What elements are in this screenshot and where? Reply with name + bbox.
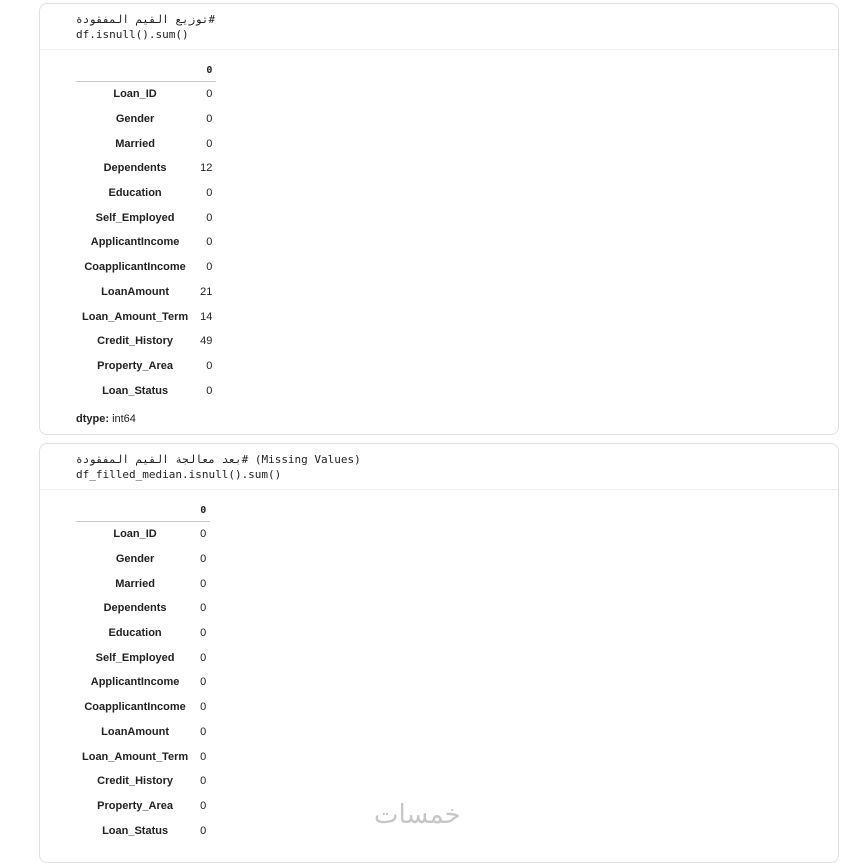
table-body <box>76 522 210 843</box>
table-row <box>76 181 216 206</box>
table-row <box>76 744 210 769</box>
code-statement-line: df_filled_median.isnull().sum() <box>76 468 282 481</box>
row-value: 14 <box>200 310 213 323</box>
table-row <box>76 205 216 230</box>
row-label: CoapplicantIncome <box>84 261 186 274</box>
dtype-label: dtype: <box>76 412 109 425</box>
row-value: 0 <box>206 359 213 372</box>
table-row <box>76 522 210 547</box>
table-row <box>76 329 216 354</box>
row-value: 0 <box>206 88 213 101</box>
table-row <box>76 596 210 621</box>
cell-divider <box>40 49 838 50</box>
row-label: ApplicantIncome <box>90 236 180 249</box>
row-label: ApplicantIncome <box>90 676 180 689</box>
table-row <box>76 571 210 596</box>
row-label: Credit_History <box>97 775 173 788</box>
code-editor[interactable] <box>76 12 215 42</box>
code-statement-line: df.isnull().sum() <box>76 28 189 41</box>
row-label: Dependents <box>103 162 167 175</box>
row-value: 0 <box>200 553 207 566</box>
row-value: 21 <box>200 285 213 298</box>
row-label: Property_Area <box>97 359 173 372</box>
series-table <box>76 499 210 843</box>
code-comment-line: بعد معالجة القيم المفقودة# (Missing Values) <box>76 453 361 466</box>
table-row <box>76 769 210 794</box>
row-label: Loan_ID <box>113 528 157 541</box>
code-cell-missing-values[interactable] <box>39 3 839 435</box>
row-value: 0 <box>200 651 207 664</box>
table-row <box>76 304 216 329</box>
table-row <box>76 107 216 132</box>
table-row <box>76 280 216 305</box>
table-row <box>76 794 210 819</box>
row-label: Credit_History <box>97 335 173 348</box>
row-label: Gender <box>115 553 155 566</box>
row-value: 0 <box>200 528 207 541</box>
row-value: 0 <box>206 384 213 397</box>
index-header <box>76 499 194 522</box>
table-row <box>76 156 216 181</box>
table-row <box>76 720 210 745</box>
row-value: 12 <box>200 162 213 175</box>
row-value: 0 <box>206 137 213 150</box>
row-value: 49 <box>200 335 213 348</box>
row-label: Property_Area <box>97 799 173 812</box>
table-row <box>76 695 210 720</box>
table-row <box>76 670 210 695</box>
table-row <box>76 645 210 670</box>
dtype-value: int64 <box>112 412 136 425</box>
row-label: Loan_ID <box>113 88 157 101</box>
row-label: LoanAmount <box>101 285 169 298</box>
table-row <box>76 255 216 280</box>
table-row <box>76 82 216 107</box>
cell-output <box>76 499 210 843</box>
watermark-logo: خمسات <box>374 800 461 830</box>
cell-output <box>76 59 216 425</box>
row-value: 0 <box>200 725 207 738</box>
row-value: 0 <box>206 113 213 126</box>
table-row <box>76 131 216 156</box>
table-row <box>76 354 216 379</box>
series-table <box>76 59 216 403</box>
row-label: Self_Employed <box>95 651 175 664</box>
row-label: Loan_Status <box>102 384 169 397</box>
table-row <box>76 621 210 646</box>
column-header: 0 <box>194 499 210 522</box>
row-value: 0 <box>206 211 213 224</box>
table-row <box>76 818 210 843</box>
row-value: 0 <box>206 236 213 249</box>
row-label: Loan_Amount_Term <box>82 310 189 323</box>
table-row <box>76 547 210 572</box>
row-label: Loan_Amount_Term <box>82 750 189 763</box>
row-label: Self_Employed <box>95 211 175 224</box>
cell-divider <box>40 489 838 490</box>
row-value: 0 <box>200 577 207 590</box>
row-value: 0 <box>200 775 207 788</box>
row-value: 0 <box>200 799 207 812</box>
row-value: 0 <box>200 602 207 615</box>
row-label: Education <box>108 187 162 200</box>
code-comment-line: توزيع القيم المفقودة# <box>76 13 216 26</box>
dtype-footer <box>76 413 216 425</box>
row-label: Dependents <box>103 602 167 615</box>
code-editor[interactable] <box>76 452 361 482</box>
row-label: LoanAmount <box>101 725 169 738</box>
row-label: Married <box>115 577 155 590</box>
row-value: 0 <box>206 261 213 274</box>
row-label: Loan_Status <box>102 824 169 837</box>
row-label: Education <box>108 627 162 640</box>
table-row <box>76 230 216 255</box>
table-body <box>76 82 216 403</box>
row-value: 0 <box>200 750 207 763</box>
column-header: 0 <box>194 59 216 82</box>
row-value: 0 <box>200 701 207 714</box>
table-row <box>76 378 216 403</box>
row-value: 0 <box>200 824 207 837</box>
row-label: CoapplicantIncome <box>84 701 186 714</box>
index-header <box>76 59 194 82</box>
row-value: 0 <box>200 627 207 640</box>
row-value: 0 <box>200 676 207 689</box>
row-label: Gender <box>115 113 155 126</box>
row-value: 0 <box>206 187 213 200</box>
row-label: Married <box>115 137 155 150</box>
